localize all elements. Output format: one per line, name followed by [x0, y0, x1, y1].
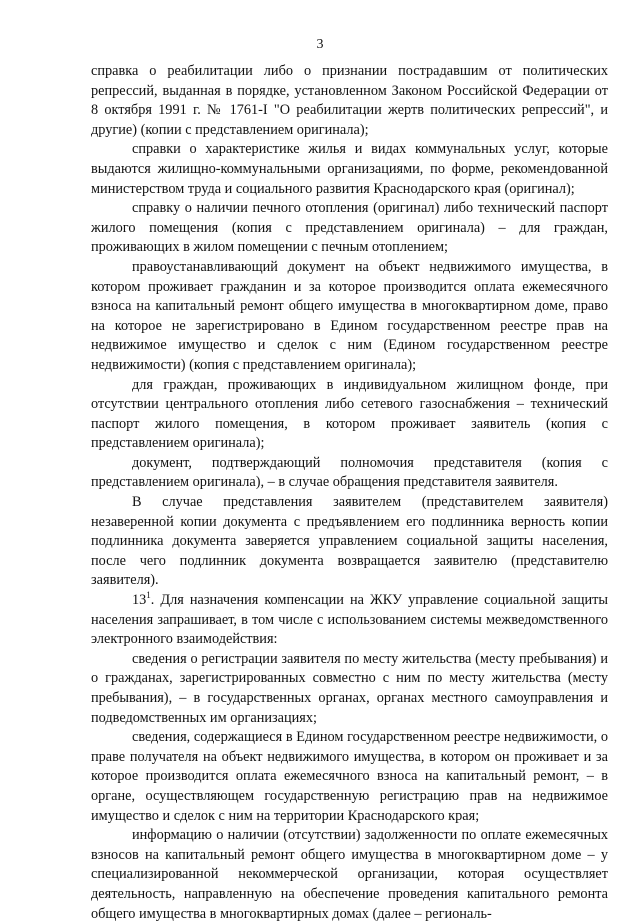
paragraph: справка о реабилитации либо о признании пострадавшим от политических репрессий, выданная в порядке, установленном Законом Российской Федерации от 8 октября 1991 г. № 1761-I "О реабилитации жертв политических репрессий", и другие) (копии с представлением оригинала);: [91, 63, 608, 138]
paragraph: правоустанавливающий документ на объект недвижимого имущества, в котором проживает гражданин и за которое производится оплата ежемесячного взноса на капитальный ремонт общего имущества в многоквартирном доме, право на которое не зарегистрировано в Едином государственном реестре прав на недвижимое имущество и сделок с ним (Едином государственном реестре недвижимости) (копия с представлением оригинала);: [91, 258, 608, 373]
paragraph: сведения, содержащиеся в Едином государственном реестре недвижимости, о праве получателя на объект недвижимого имущества, в котором он проживает и за которое производится оплата ежемесячного взноса на капитальный ремонт, – в органе, осуществляющем государственную регистрацию прав на недвижимое имущество и сделок с ним на территории Краснодарского края;: [91, 729, 608, 824]
document-body: [91, 62, 608, 924]
page-number: 3: [316, 37, 324, 52]
clause-superscript: 1: [146, 590, 151, 601]
paragraph: документ, подтверждающий полномочия представителя (копия с представлением оригинала), – в случае обращения представителя заявителя.: [91, 454, 608, 491]
paragraph: справку о наличии печного отопления (оригинал) либо технический паспорт жилого помещения (копия с представлением оригинала) – для граждан, проживающих в жилом помещении с печным отоплением;: [91, 200, 608, 256]
paragraph: В случае представления заявителем (представителем заявителя) незаверенной копии документа с предъявлением его подлинника верность копии подлинника документа заверяется управлением социальной защиты населения, после чего подлинник документа возвращается заявителю (представителю заявителя).: [91, 494, 608, 589]
clause-text: . Для назначения компенсации на ЖКУ управление социальной защиты населения запрашивает, в том числе с использованием системы межведомственного электронного взаимодействия:: [91, 592, 608, 648]
clause-number: 13: [132, 592, 147, 609]
paragraph: сведения о регистрации заявителя по месту жительства (месту пребывания) и о гражданах, зарегистрированных совместно с ним по месту жительства (месту пребывания), – в государственных органах, органах местного самоуправления и подведомственных им организациях;: [91, 650, 608, 726]
paragraph: справки о характеристике жилья и видах коммунальных услуг, которые выдаются жилищно-коммунальными организациями, по форме, рекомендованной министерством труда и социального развития Краснодарского края (оригинал);: [91, 141, 608, 197]
paragraph: информацию о наличии (отсутствии) задолженности по оплате ежемесячных взносов на капитальный ремонт общего имущества в многоквартирном доме – у специализированной некоммерческой организации, которая осуществляет деятельность, направленную на обеспечение проведения капитального ремонта общего имущества в многоквартирных домах (далее – региональ-: [91, 827, 608, 922]
clause-13-1: [91, 591, 608, 650]
paragraph: для граждан, проживающих в индивидуальном жилищном фонде, при отсутствии центрального отопления либо сетевого газоснабжения – технический паспорт жилого помещения, в котором проживает заявитель (копия с представлением оригинала);: [91, 376, 608, 452]
